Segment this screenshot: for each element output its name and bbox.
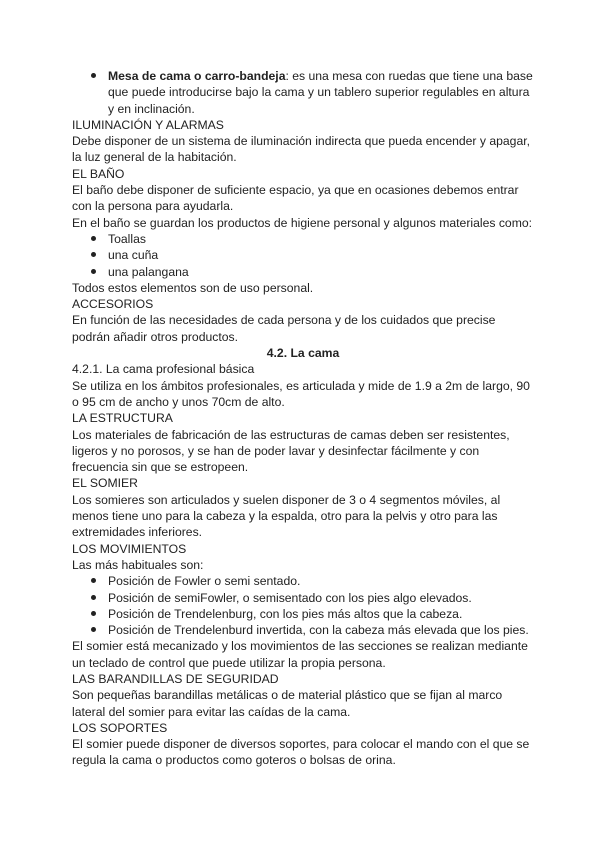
- paragraph-iluminacion: Debe disponer de un sistema de iluminación indirecta que pueda encender y apagar, la luz general de la habitación.: [72, 134, 531, 165]
- heading-estructura: LA ESTRUCTURA: [72, 411, 173, 426]
- paragraph-bano-2: En el baño se guardan los productos de higiene personal y algunos materiales como:: [72, 215, 533, 230]
- heading-iluminacion: ILUMINACIÓN Y ALARMAS: [72, 117, 224, 132]
- paragraph-cama-intro: Se utiliza en los ámbitos profesionales, es articulada y mide de 1.9 a 2m de largo, 90 o 95 cm de ancho y unos 70cm de alto.: [72, 378, 530, 409]
- term-mesa-de-cama: Mesa de cama o carro-bandeja: [108, 69, 286, 83]
- heading-bano: EL BAÑO: [72, 166, 125, 181]
- heading-accesorios: ACCESORIOS: [72, 297, 154, 312]
- section-title: 4.2. La cama: [266, 346, 340, 361]
- list-item-mesa-de-cama: [72, 68, 534, 117]
- paragraph-movimientos-intro: Las más habituales son:: [72, 557, 204, 572]
- list-item-palangana: una palangana: [72, 264, 534, 280]
- heading-somier: EL SOMIER: [72, 476, 138, 491]
- heading-movimientos: LOS MOVIMIENTOS: [72, 541, 187, 556]
- paragraph-movimientos: El somier está mecanizado y los movimientos de las secciones se realizan mediante un teclado de control que puede utilizar la propia persona.: [72, 639, 528, 670]
- subsection-title: 4.2.1. La cama profesional básica: [72, 362, 255, 377]
- desc-mesa-de-cama: : es una mesa con ruedas que tiene una base que puede introducirse bajo la cama y un tablero superior regulables en altura y en inclinación.: [108, 69, 533, 116]
- list-item-trendelenburg: Posición de Trendelenburg, con los pies más altos que la cabeza.: [72, 606, 534, 622]
- list-item-toallas: Toallas: [72, 231, 534, 247]
- paragraph-bano-3: Todos estos elementos son de uso personal.: [72, 280, 314, 295]
- paragraph-barandillas: Son pequeñas barandillas metálicas o de material plástico que se fijan al marco lateral del somier para evitar las caídas de la cama.: [72, 688, 503, 719]
- list-item-trendelenburg-invertida: Posición de Trendelenburd invertida, con la cabeza más elevada que los pies.: [72, 622, 534, 638]
- list-item-semifowler: Posición de semiFowler, o semisentado con los pies algo elevados.: [72, 590, 534, 606]
- document-page: [72, 68, 534, 769]
- list-item-fowler: Posición de Fowler o semi sentado.: [72, 573, 534, 589]
- list-item-cuna: una cuña: [72, 247, 534, 263]
- paragraph-estructura: Los materiales de fabricación de las estructuras de camas deben ser resistentes, ligeros y no porosos, y se han de poder lavar y desinfectar fácilmente y con frecuencia sin que se estropeen.: [72, 427, 510, 475]
- paragraph-bano-1: El baño debe disponer de suficiente espacio, ya que en ocasiones debemos entrar con la persona para ayudarla.: [72, 183, 519, 214]
- heading-soportes: LOS SOPORTES: [72, 720, 168, 735]
- heading-barandillas: LAS BARANDILLAS DE SEGURIDAD: [72, 671, 279, 686]
- paragraph-accesorios: En función de las necesidades de cada persona y de los cuidados que precise podrán añadir otros productos.: [72, 313, 496, 344]
- paragraph-somier: Los somieres son articulados y suelen disponer de 3 o 4 segmentos móviles, al menos tiene uno para la cabeza y la espalda, otro para la pelvis y otro para las extremidades inferiores.: [72, 492, 501, 540]
- paragraph-soportes: El somier puede disponer de diversos soportes, para colocar el mando con el que se regula la cama o productos como goteros o bolsas de orina.: [72, 737, 530, 768]
